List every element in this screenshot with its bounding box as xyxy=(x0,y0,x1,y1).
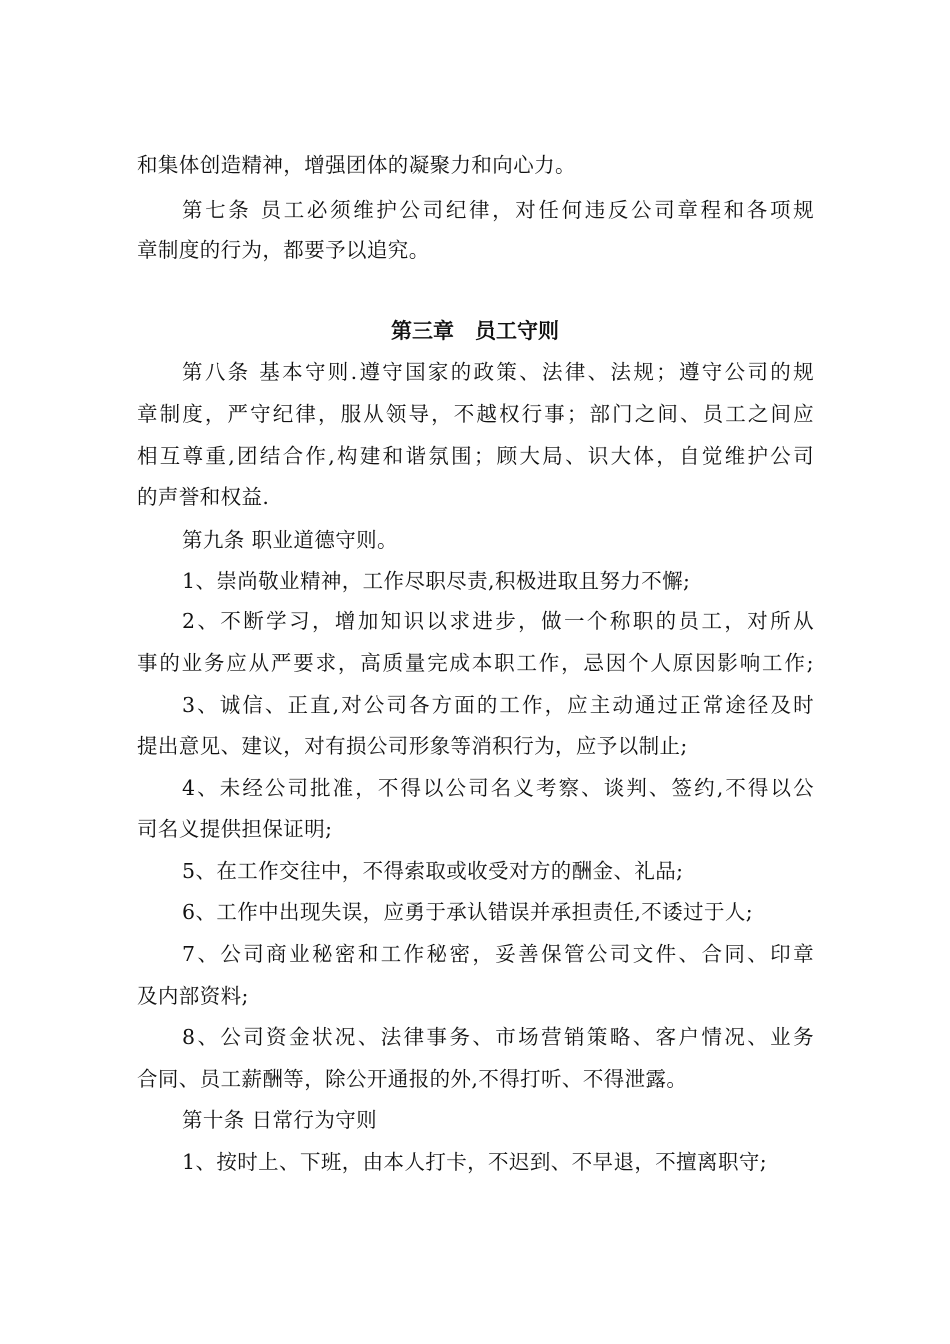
list-item-line: 1、按时上、下班，由本人打卡，不迟到、不早退，不擅离职守; xyxy=(182,1150,768,1174)
chapter-heading: 第三章 员工守则 xyxy=(391,318,559,343)
paragraph-line: 提出意见、建议，对有损公司形象等消积行为，应予以制止; xyxy=(137,734,688,758)
paragraph-line: 及内部资料; xyxy=(137,984,249,1008)
paragraph-line: 司名义提供担保证明; xyxy=(137,817,333,841)
paragraph-line: 的声誉和权益. xyxy=(137,485,270,509)
list-item-line: 3、诚信、正直,对公司各方面的工作，应主动通过正常途径及时 xyxy=(182,693,814,717)
list-item-line: 8、公司资金状况、法律事务、市场营销策略、客户情况、业务 xyxy=(182,1025,814,1049)
paragraph-line: 事的业务应从严要求，高质量完成本职工作，忌因个人原因影响工作; xyxy=(137,651,814,675)
article-10-line: 第十条 日常行为守则 xyxy=(182,1108,378,1132)
paragraph-line: 合同、员工薪酬等，除公开通报的外,不得打听、不得泄露。 xyxy=(137,1067,688,1091)
list-item-line: 1、崇尚敬业精神，工作尽职尽责,积极进取且努力不懈; xyxy=(182,569,691,593)
list-item-line: 6、工作中出现失误，应勇于承认错误并承担责任,不诿过于人; xyxy=(182,900,754,924)
list-item-line: 5、在工作交往中，不得索取或收受对方的酬金、礼品; xyxy=(182,859,684,883)
list-item-line: 2、不断学习，增加知识以求进步，做一个称职的员工，对所从 xyxy=(182,609,814,633)
list-item-line: 4、未经公司批准，不得以公司名义考察、谈判、签约,不得以公 xyxy=(182,776,814,800)
article-7-line: 第七条 员工必须维护公司纪律，对任何违反公司章程和各项规 xyxy=(182,198,814,222)
paragraph-line: 相互尊重,团结合作,构建和谐氛围；顾大局、识大体，自觉维护公司 xyxy=(137,444,814,468)
list-item-line: 7、公司商业秘密和工作秘密，妥善保管公司文件、合同、印章 xyxy=(182,942,814,966)
paragraph-line: 章制度，严守纪律，服从领导，不越权行事；部门之间、员工之间应 xyxy=(137,402,814,426)
article-8-line: 第八条 基本守则.遵守国家的政策、法律、法规；遵守公司的规 xyxy=(182,360,814,384)
paragraph-line: 章制度的行为，都要予以追究。 xyxy=(137,238,430,262)
paragraph-line: 和集体创造精神，增强团体的凝聚力和向心力。 xyxy=(137,153,576,177)
article-9-line: 第九条 职业道德守则。 xyxy=(182,528,398,552)
